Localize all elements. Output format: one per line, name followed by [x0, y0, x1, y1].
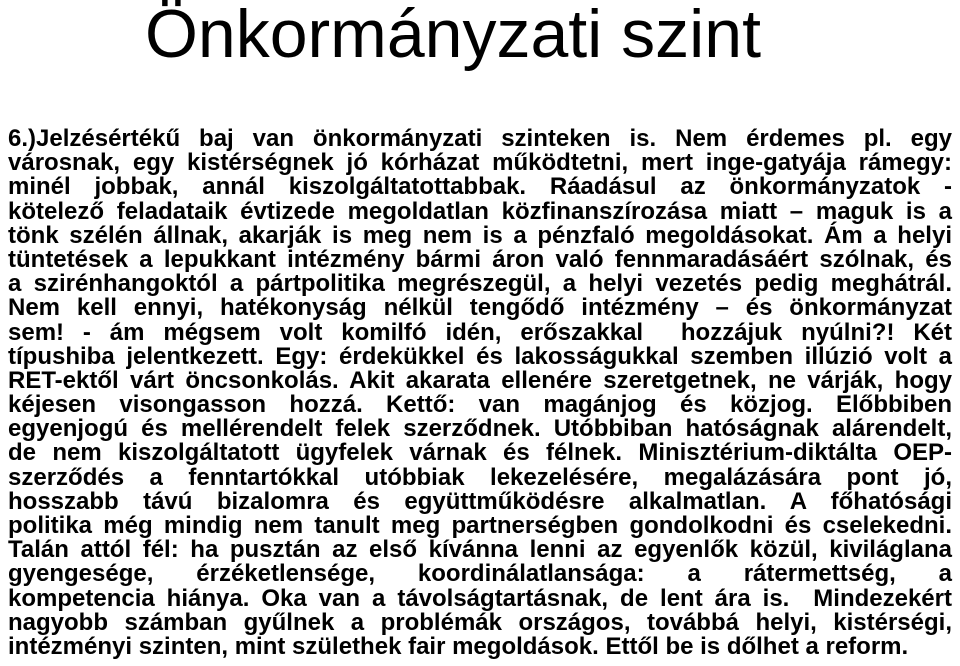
text-line: kompetencia hiánya. Oka van a távolságtartásnak, de lent ára is. Mindezekért	[8, 584, 952, 612]
body-paragraph	[8, 127, 952, 659]
text-line: típushiba jelentkezett. Egy: érdekükkel és lakosságukkal szemben illúzió volt a	[8, 342, 952, 370]
text-line: RET-ektől várt öncsonkolás. Akit akarata ellenére szeretgetnek, ne várják, hogy	[8, 366, 952, 394]
text-line-last: intézményi szinten, mint születhek fair megoldások. Ettől be is dőlhet a reform.	[8, 632, 909, 660]
text-line: Talán attól fél: ha pusztán az első kívánna lenni az egyenlők közül, kiviláglana	[8, 536, 952, 564]
text-line: hosszabb távú bizalomra és együttműködésre alkalmatlan. A főhatósági	[8, 487, 952, 515]
text-line: a szirénhangoktól a pártpolitika megrészegül, a helyi vezetés pedig meghátrál.	[8, 270, 952, 298]
text-line: városnak, egy kistérségnek jó kórházat működtetni, mert inge-gatyája rámegy:	[8, 149, 952, 177]
text-line: tönk szélén állnak, akarják is meg nem is a pénzfaló megoldásokat. Ám a helyi	[8, 221, 952, 249]
text-line: minél jobbak, annál kiszolgáltatottabbak. Ráadásul az önkormányzatok -	[8, 173, 952, 201]
text-line: sem! - ám mégsem volt komilfó idén, erőszakkal hozzájuk nyúlni?! Két	[8, 318, 952, 346]
text-line: 6.)Jelzésértékű baj van önkormányzati szinteken is. Nem érdemes pl. egy	[8, 125, 952, 152]
text-line: kéjesen visongasson hozzá. Kettő: van magánjog és közjog. Előbbiben	[8, 391, 952, 419]
text-line: szerződés a fenntartókkal utóbbiak lekezelésére, megalázására pont jó,	[8, 463, 952, 491]
slide-title: Önkormányzati szint	[145, 0, 761, 72]
text-line: politika még mindig nem tanult meg partnerségben gondolkodni és cselekedni.	[8, 512, 952, 539]
text-line: gyengesége, érzéketlensége, koordinálatlansága: a rátermettség, a	[8, 560, 952, 588]
text-line: de nem kiszolgáltatott ügyfelek várnak és félnek. Minisztérium-diktálta OEP-	[8, 439, 952, 467]
text-line: Nem kell ennyi, hatékonyság nélkül tengődő intézmény – és önkormányzat	[8, 294, 952, 322]
text-line: egyenjogú és mellérendelt felek szerződnek. Utóbbiban hatóságnak alárendelt,	[8, 415, 952, 443]
text-line: tüntetések a lepukkant intézmény bármi áron való fennmaradásáért szólnak, és	[8, 245, 952, 273]
text-line: kötelező feladataik évtizede megoldatlan közfinanszírozása miatt – maguk is a	[8, 197, 952, 225]
text-line: nagyobb számban gyűlnek a problémák országos, továbbá helyi, kistérségi,	[8, 608, 952, 636]
